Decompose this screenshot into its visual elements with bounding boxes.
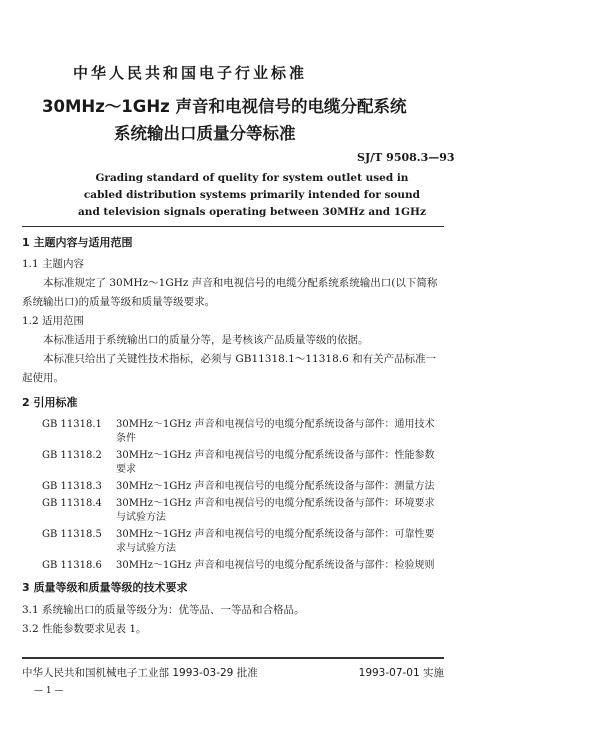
implementation-date: 1993-07-01 实施 <box>358 666 444 679</box>
reference-title: 30MHz～1GHz 声音和电视信号的电缆分配系统设备与部件：测量方法 <box>116 481 435 492</box>
reference-title: 30MHz～1GHz 声音和电视信号的电缆分配系统设备与部件：通用技术条件 <box>116 419 435 444</box>
reference-title: 30MHz～1GHz 声音和电视信号的电缆分配系统设备与部件：环境要求与试验方法 <box>116 498 435 523</box>
reference-code: GB 11318.2 <box>42 450 102 461</box>
section-heading: 2 引用标准 <box>22 396 78 409</box>
reference-row <box>22 449 444 477</box>
reference-code: GB 11318.1 <box>42 419 102 430</box>
english-title-line: cabled distribution systems primarily intended for sound <box>83 189 421 201</box>
english-title-line: Grading standard of quelity for system outlet used in <box>95 172 409 184</box>
paragraph: 3.1 系统输出口的质量等级分为：优等品、一等品和合格品。 <box>22 604 305 616</box>
reference-code: GB 11318.4 <box>42 498 102 509</box>
document-body <box>22 234 444 696</box>
standard-code: SJ/T 9508.3—93 <box>357 151 455 164</box>
subsection-heading: 1.1 主题内容 <box>22 258 85 270</box>
title-line-1: 30MHz～1GHz 声音和电视信号的电缆分配系统 <box>42 97 407 116</box>
footer-row <box>22 665 444 680</box>
approval-note: 中华人民共和国机械电子工业部 1993-03-29 批准 <box>22 666 258 679</box>
top-rule <box>22 226 444 227</box>
section-heading: 1 主题内容与适用范围 <box>22 236 133 249</box>
english-title <box>78 170 426 221</box>
reference-row <box>22 480 444 494</box>
footer <box>22 657 444 696</box>
paragraph: 3.2 性能参数要求见表 1。 <box>22 623 147 635</box>
reference-title: 30MHz～1GHz 声音和电视信号的电缆分配系统设备与部件：可靠性要求与试验方法 <box>116 529 435 554</box>
issuer-header: 中华人民共和国电子行业标准 <box>72 64 307 82</box>
paragraph: 本标准规定了 30MHz～1GHz 声音和电视信号的电缆分配系统系统输出口(以下简称系统输出口)的质量等级和质量等级要求。 <box>22 277 438 308</box>
reference-code: GB 11318.3 <box>42 481 102 492</box>
reference-title: 30MHz～1GHz 声音和电视信号的电缆分配系统设备与部件：性能参数要求 <box>116 450 435 475</box>
section-1 <box>22 234 444 388</box>
section-2 <box>22 394 444 573</box>
page-number: — 1 — <box>34 685 64 696</box>
subsection-heading: 1.2 适用范围 <box>22 315 85 327</box>
reference-row <box>22 528 444 556</box>
paragraph: 本标准适用于系统输出口的质量分等，是考核该产品质量等级的依据。 <box>43 334 369 346</box>
reference-code: GB 11318.5 <box>42 529 102 540</box>
reference-row <box>22 418 444 446</box>
footer-rule <box>22 657 444 659</box>
title-line-2: 系统输出口质量分等标准 <box>114 124 296 143</box>
reference-title: 30MHz～1GHz 声音和电视信号的电缆分配系统设备与部件：检验规则 <box>116 560 435 571</box>
reference-row <box>22 497 444 525</box>
reference-row <box>22 559 444 573</box>
english-title-line: and television signals operating between 30MHz and 1GHz <box>78 206 426 218</box>
section-heading: 3 质量等级和质量等级的技术要求 <box>22 581 188 594</box>
section-3 <box>22 579 444 639</box>
paragraph: 本标准只给出了关键性技术指标，必须与 GB11318.1～11318.6 和有关产品标准一起使用。 <box>22 353 437 384</box>
reference-code: GB 11318.6 <box>42 560 102 571</box>
